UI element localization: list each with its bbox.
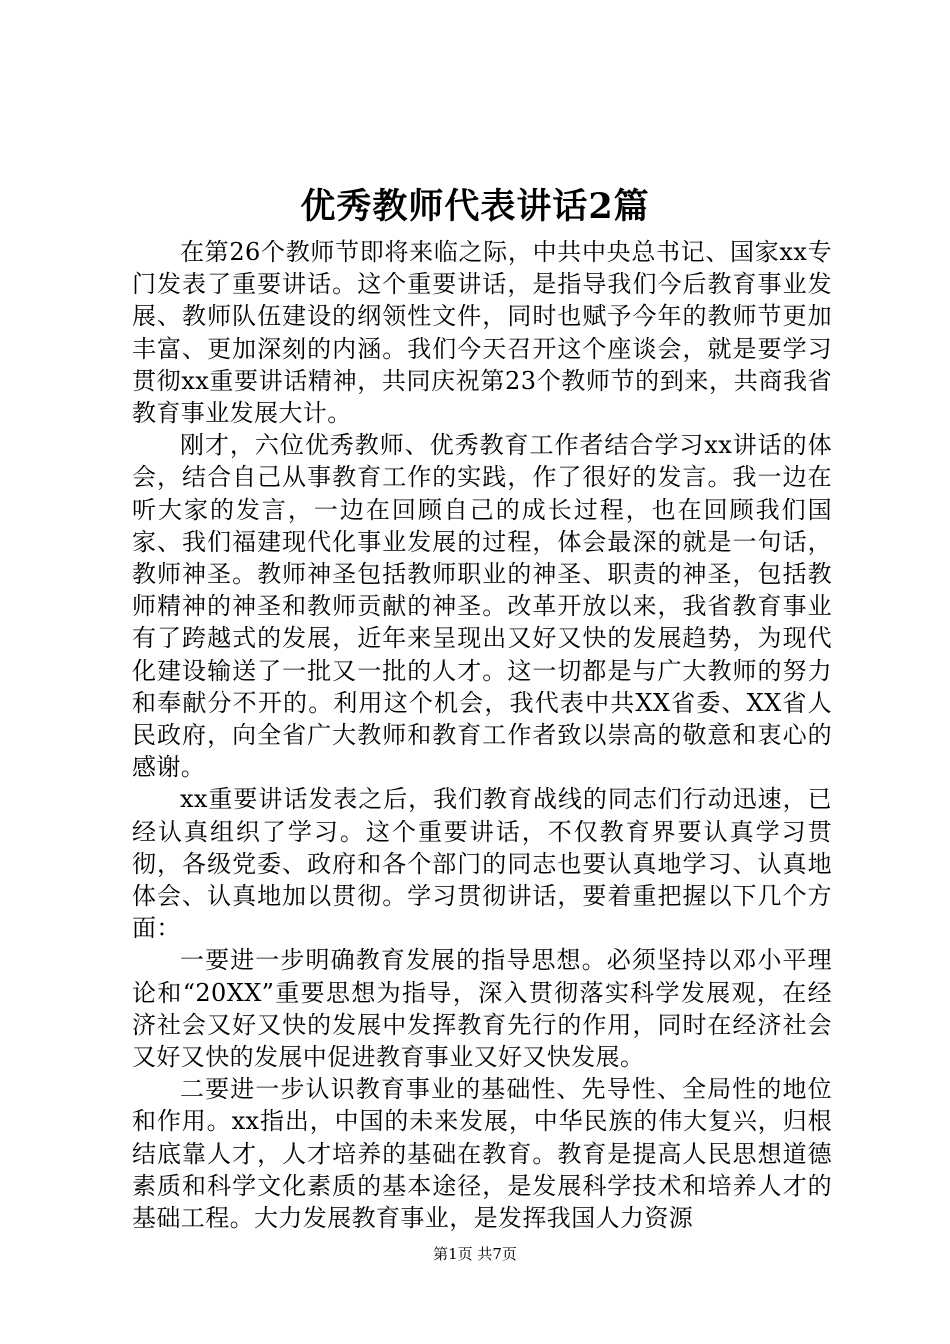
paragraph-4: 一要进一步明确教育发展的指导思想。必须坚持以邓小平理论和“20XX”重要思想为指导，深入贯彻落实科学发展观，在经济社会又好又快的发展中发挥教育先行的作用，同时在经济社会又好又快的发展中促进教育事业又好又快发展。 [132,946,832,1072]
page-footer: 第1页 共7页 [433,1245,517,1263]
paragraph-2: 刚才，六位优秀教师、优秀教育工作者结合学习xx讲话的体会，结合自己从事教育工作的实践，作了很好的发言。我一边在听大家的发言，一边在回顾自己的成长过程，也在回顾我们国家、我们福建现代化事业发展的过程，体会最深的就是一句话，教师神圣。教师神圣包括教师职业的神圣、职责的神圣，包括教师精神的神圣和教师贡献的神圣。改革开放以来，我省教育事业有了跨越式的发展，近年来呈现出又好又快的发展趋势，为现代化建设输送了一批又一批的人才。这一切都是与广大教师的努力和奉献分不开的。利用这个机会，我代表中共XX省委、XX省人民政府，向全省广大教师和教育工作者致以崇高的敬意和衷心的感谢。 [132,431,832,782]
paragraph-5: 二要进一步认识教育事业的基础性、先导性、全局性的地位和作用。xx指出，中国的未来发展，中华民族的伟大复兴，归根结底靠人才，人才培养的基础在教育。教育是提高人民思想道德素质和科学文化素质的基本途径，是发展科学技术和培养人才的基础工程。大力发展教育事业，是发挥我国人力资源 [132,1075,832,1233]
paragraph-3: xx重要讲话发表之后，我们教育战线的同志们行动迅速，已经认真组织了学习。这个重要讲话，不仅教育界要认真学习贯彻，各级党委、政府和各个部门的同志也要认真地学习、认真地体会、认真地加以贯彻。学习贯彻讲话，要着重把握以下几个方面： [132,785,832,943]
document-body [132,236,832,1234]
paragraph-1: 在第26个教师节即将来临之际，中共中央总书记、国家xx专门发表了重要讲话。这个重要讲话，是指导我们今后教育事业发展、教师队伍建设的纲领性文件，同时也赋予今年的教师节更加丰富、更加深刻的内涵。我们今天召开这个座谈会，就是要学习贯彻xx重要讲话精神，共同庆祝第23个教师节的到来，共商我省教育事业发展大计。 [132,238,832,428]
document-title: 优秀教师代表讲话2篇 [300,186,650,227]
